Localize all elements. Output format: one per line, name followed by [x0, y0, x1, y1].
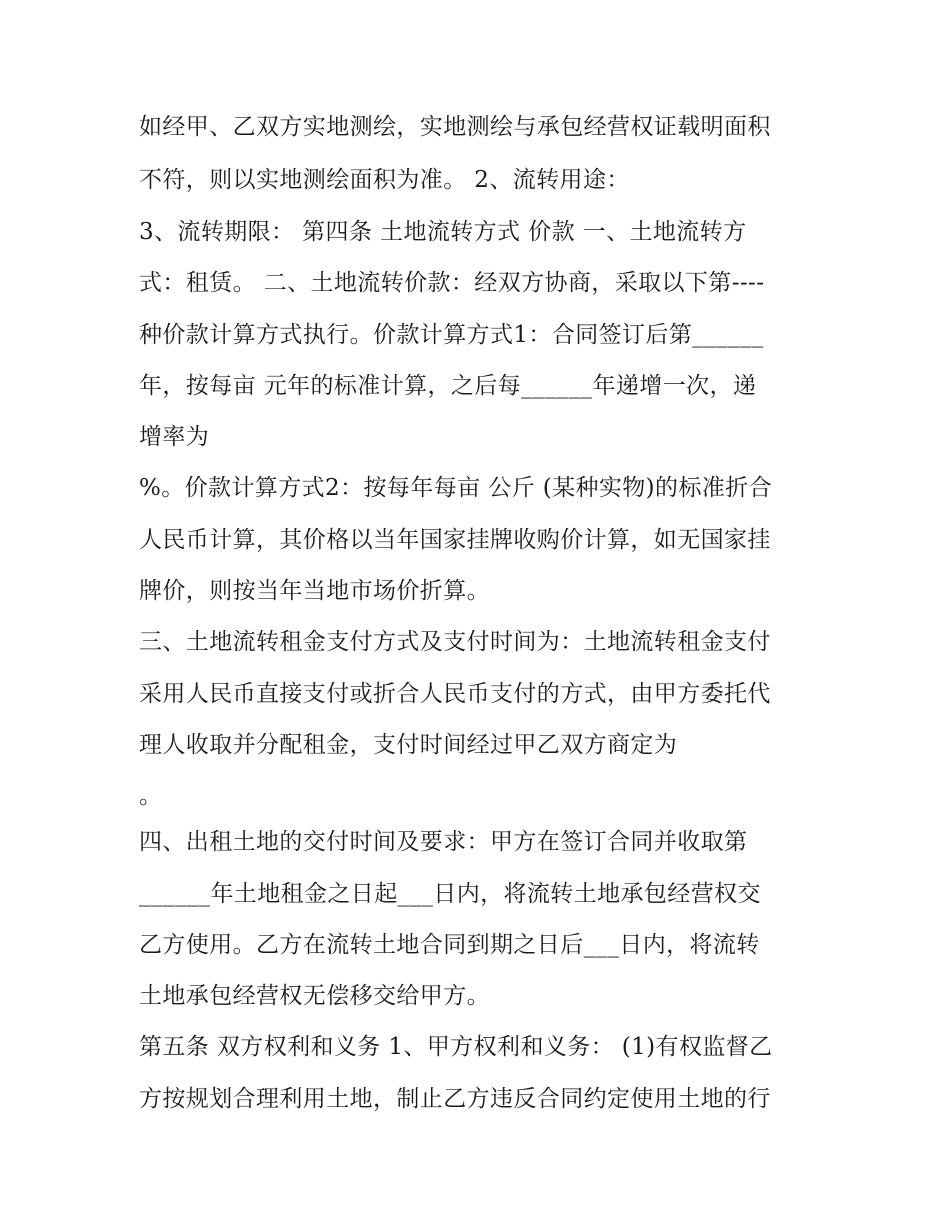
text-line: 土地承包经营权无偿移交给甲方。 — [139, 983, 490, 1009]
text-line: 三、土地流转租金支付方式及支付时间为：土地流转租金支付 — [139, 629, 771, 655]
text-line: 不符，则以实地测绘面积为准。 2、流转用途： — [139, 167, 630, 193]
text-line: 采用人民币直接支付或折合人民币支付的方式，由甲方委托代 — [139, 681, 771, 707]
text-line: 牌价，则按当年当地市场价折算。 — [139, 578, 490, 604]
text-line: 方按规划合理利用土地，制止乙方违反合同约定使用土地的行 — [139, 1086, 771, 1112]
text-line: 如经甲、乙双方实地测绘，实地测绘与承包经营权证载明面积 — [139, 114, 771, 140]
text-line: 3、流转期限： 第四条 土地流转方式 价款 一、土地流转方 — [139, 219, 747, 245]
text-line: 。 — [139, 783, 163, 809]
text-line: %。价款计算方式2：按每年每亩 公斤 (某种实物)的标准折合 — [139, 475, 773, 501]
text-line: ______年土地租金之日起___日内，将流转土地承包经营权交 — [139, 881, 761, 907]
text-line: 种价款计算方式执行。价款计算方式1：合同签订后第______ — [139, 322, 764, 348]
text-line: 年，按每亩 元年的标准计算，之后每______年递增一次，递 — [139, 373, 757, 399]
text-line: 第五条 双方权利和义务 1、甲方权利和义务： (1)有权监督乙 — [139, 1034, 773, 1060]
text-line: 增率为 — [139, 424, 210, 450]
text-line: 乙方使用。乙方在流转土地合同到期之日后___日内，将流转 — [139, 932, 760, 958]
text-line: 式：租赁。 二、土地流转价款：经双方协商，采取以下第---- — [139, 270, 765, 296]
text-line: 人民币计算，其价格以当年国家挂牌收购价计算，如无国家挂 — [139, 527, 771, 553]
text-line: 四、出租土地的交付时间及要求：甲方在签订合同并收取第 — [139, 829, 748, 855]
text-line: 理人收取并分配租金，支付时间经过甲乙双方商定为 — [139, 732, 678, 758]
